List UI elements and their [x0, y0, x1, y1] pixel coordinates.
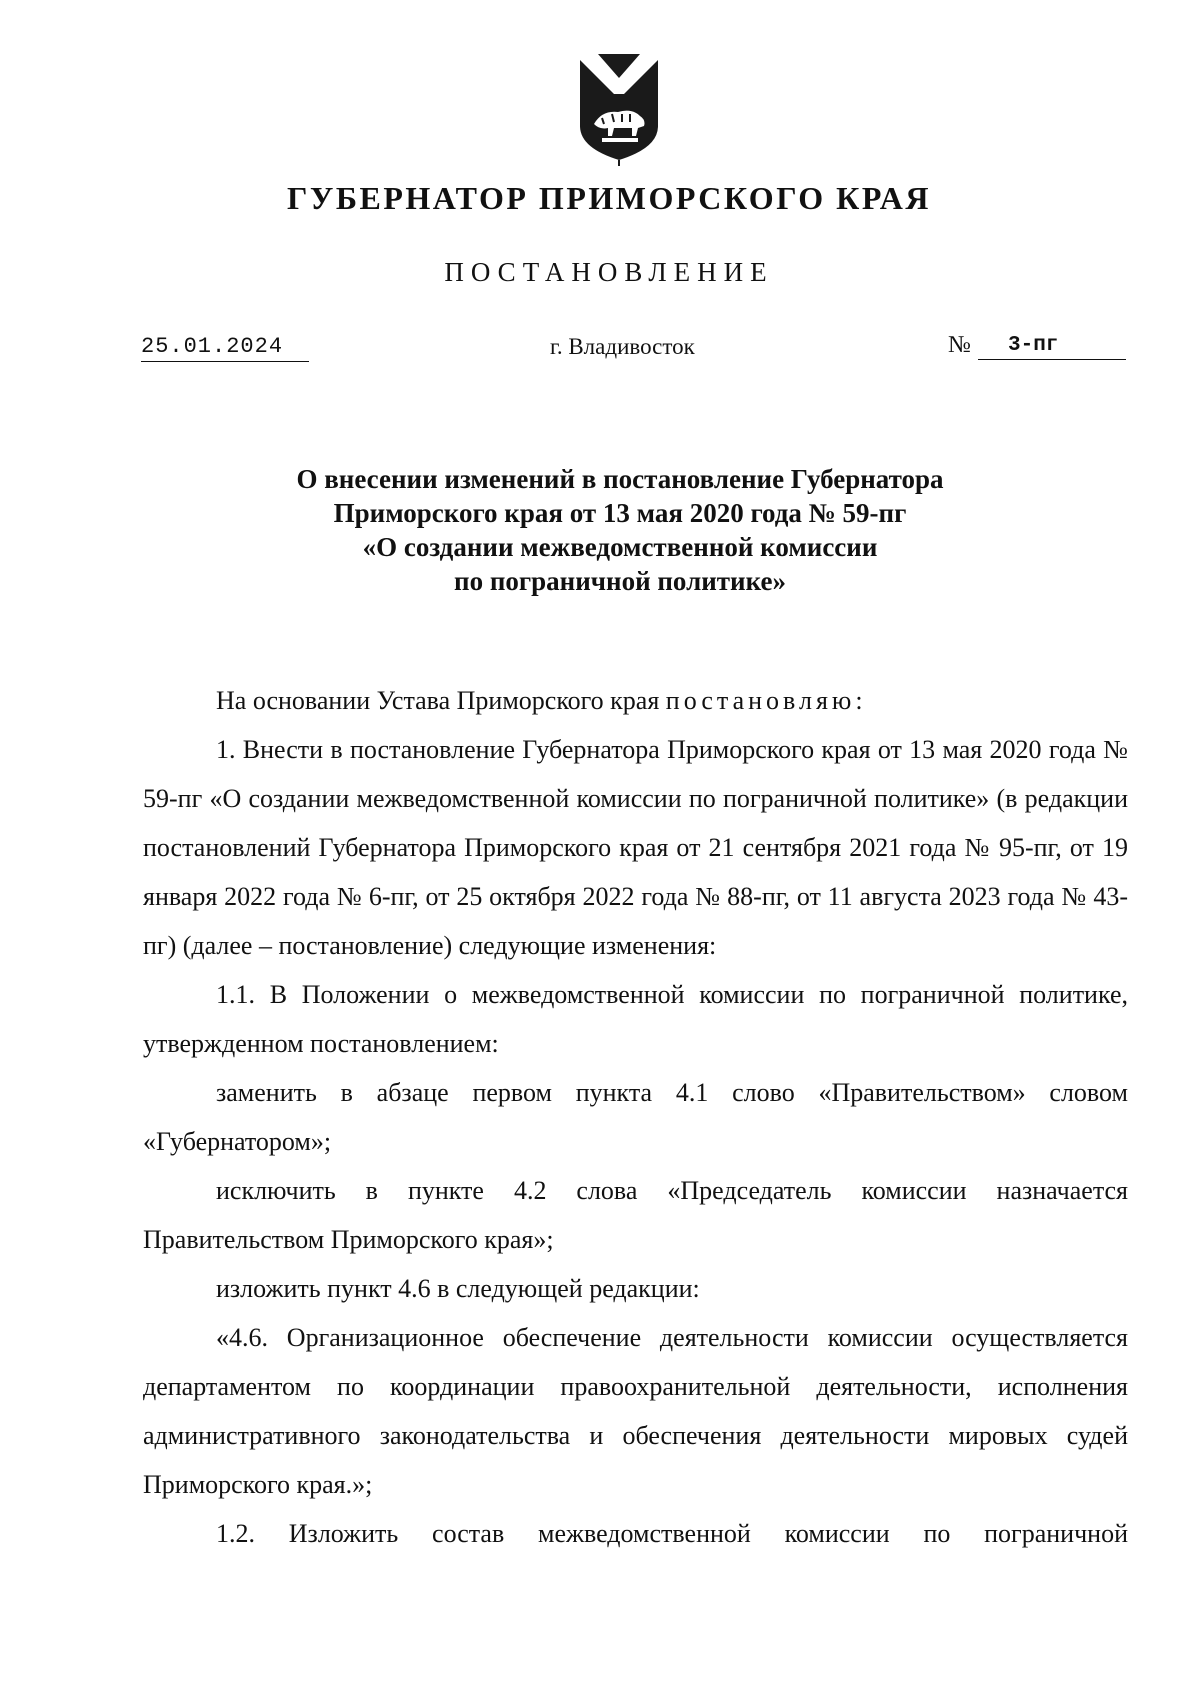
preamble-colon: : — [855, 686, 863, 715]
paragraph-exclude: исключить в пункте 4.2 слова «Председатель комиссии назначается Правительством Приморского края»; — [143, 1176, 1128, 1254]
heading-line: О внесении изменений в постановление Губернатора — [296, 464, 944, 494]
issuer-title: ГУБЕРНАТОР ПРИМОРСКОГО КРАЯ — [286, 180, 932, 216]
paragraph-state: изложить пункт 4.6 в следующей редакции: — [216, 1274, 700, 1303]
preamble-text: На основании Устава Приморского края — [216, 686, 666, 715]
coat-of-arms-icon — [574, 48, 664, 168]
number-sign: № — [948, 332, 971, 358]
paragraph-1-2: 1.2. Изложить состав межведомственной комиссии по пограничной — [216, 1519, 1128, 1548]
document-body — [143, 676, 1128, 1558]
heading-line: «О создании межведомственной комиссии — [362, 532, 878, 562]
paragraph-4-6: «4.6. Организационное обеспечение деятельности комиссии осуществляется департаментом по координации правоохранительной деятельности, исполнения административного законодательства и обеспечения деятельности мировых судей Приморского края.»; — [143, 1323, 1128, 1499]
paragraph-1: 1. Внести в постановление Губернатора Приморского края от 13 мая 2020 года № 59-пг «О создании межведомственной комиссии по пограничной политике» (в редакции постановлений Губернатора Приморского края от 21 сентября 2021 года № 95-пг, от 19 января 2022 года № 6-пг, от 25 октября 2022 года № 88-пг, от 11 августа 2023 года № 43-пг) (далее – постановление) следующие изменения: — [143, 735, 1128, 960]
document-date: 25.01.2024 — [141, 334, 309, 362]
resolve-word: постановляю — [665, 686, 856, 715]
heading-line: по пограничной политике» — [454, 566, 786, 596]
document-city: г. Владивосток — [550, 334, 695, 359]
document-type: ПОСТАНОВЛЕНИЕ — [444, 257, 774, 287]
preamble-paragraph — [143, 676, 1128, 725]
document-heading — [200, 462, 1040, 598]
document-number: 3-пг — [978, 334, 1126, 360]
paragraph-1-1: 1.1. В Положении о межведомственной комиссии по пограничной политике, утвержденном постановлением: — [143, 980, 1128, 1058]
paragraph-replace: заменить в абзаце первом пункта 4.1 слово «Правительством» словом «Губернатором»; — [143, 1078, 1128, 1156]
heading-line: Приморского края от 13 мая 2020 года № 59-пг — [333, 498, 907, 528]
